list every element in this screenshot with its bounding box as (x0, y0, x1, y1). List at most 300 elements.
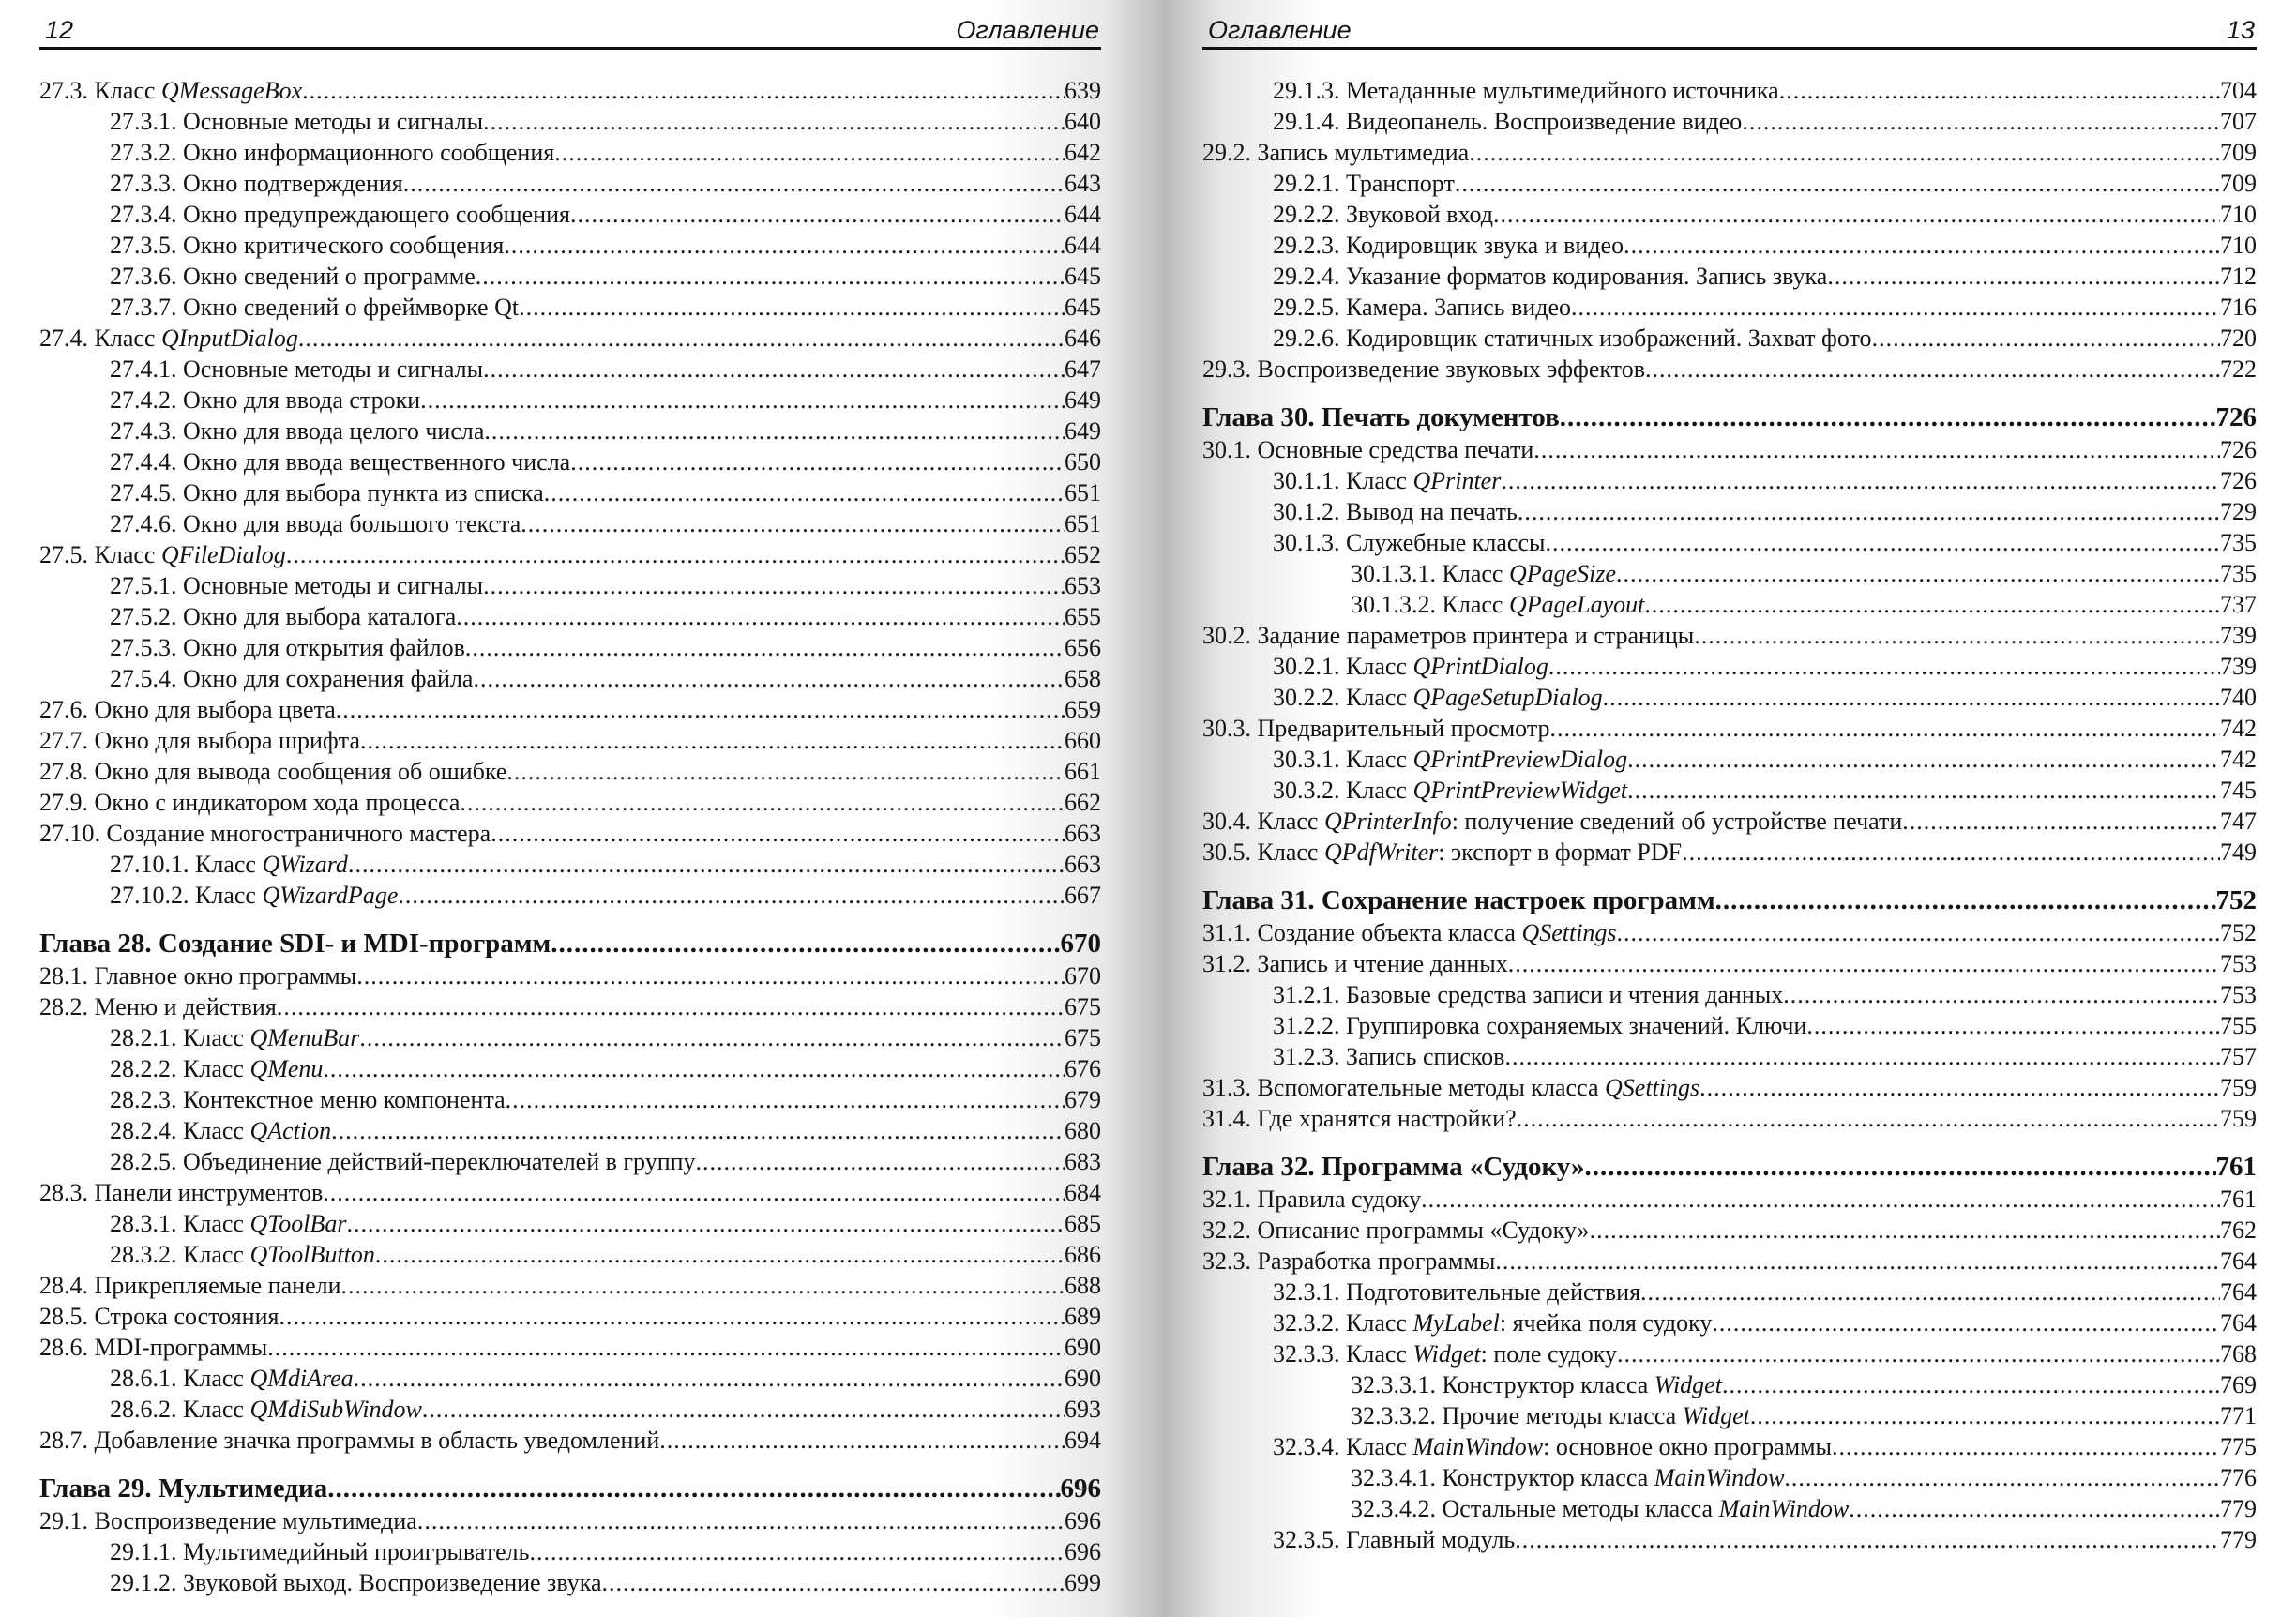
toc-entry-text: Программа «Судоку» (1321, 1152, 1585, 1182)
toc-page-number: 764 (2220, 1247, 2257, 1275)
toc-entry-number: 29.1.3. (1273, 77, 1340, 104)
dot-leader (1712, 1307, 2220, 1338)
toc-entry-number: 27.3.4. (110, 201, 177, 228)
toc-entry-text: Окно для вывода сообщения об ошибке (94, 758, 507, 785)
toc-entry-number: 32.1. (1202, 1186, 1251, 1213)
toc-entry-number: 28.3.1. (110, 1210, 177, 1237)
toc-entry-number: 27.3.2. (110, 139, 177, 166)
toc-page-number: 643 (1065, 170, 1101, 197)
toc-page-number: 752 (2220, 919, 2257, 946)
toc-entry-number: 27.4.3. (110, 417, 177, 445)
toc-page-number: 688 (1065, 1272, 1101, 1299)
toc-entry (39, 385, 1101, 416)
toc-entry (39, 756, 1101, 787)
toc-chapter-heading (39, 1472, 1101, 1505)
toc-page-number: 694 (1065, 1427, 1101, 1454)
toc-entry-title (1273, 465, 1501, 496)
dot-leader (279, 1301, 1065, 1332)
toc-entry-title (1202, 837, 1682, 868)
dot-leader (1571, 292, 2220, 323)
toc-entry-title (1273, 496, 1518, 527)
toc-entry-title (39, 1301, 279, 1332)
dot-leader (1560, 400, 2216, 434)
toc-entry-class-name: QSettings (1521, 919, 1617, 946)
toc-entry-number: 27.3. (39, 77, 88, 104)
dot-leader (659, 1425, 1065, 1456)
dot-leader (504, 230, 1065, 261)
toc-entry-number: Глава 32. (1202, 1152, 1315, 1182)
toc-list (39, 75, 1101, 1598)
toc-page-number: 652 (1065, 541, 1101, 568)
toc-entry (1202, 589, 2257, 620)
toc-entry-number: Глава 28. (39, 929, 152, 959)
toc-entry-number: Глава 30. (1202, 402, 1315, 432)
dot-leader (1455, 168, 2220, 199)
toc-entry-class-name: QPageSize (1508, 560, 1617, 587)
toc-entry-title (1273, 168, 1455, 199)
toc-page-number: 696 (1060, 1473, 1101, 1504)
toc-page-number: 709 (2220, 170, 2257, 197)
toc-entry-class-name: MainWindow (1654, 1464, 1785, 1491)
toc-entry (39, 818, 1101, 849)
toc-entry-title (110, 1394, 422, 1425)
toc-entry-text: Транспорт (1346, 170, 1455, 197)
toc-entry-title (39, 1270, 341, 1301)
toc-entry-text: Подготовительные действия (1346, 1278, 1641, 1306)
toc-entry-class-name: QWizard (262, 851, 348, 878)
toc-page-number: 680 (1065, 1117, 1101, 1144)
toc-entry-title (1202, 434, 1533, 465)
toc-page-number: 726 (2215, 402, 2257, 432)
toc-page-number: 663 (1065, 851, 1101, 878)
toc-entry (39, 1363, 1101, 1394)
toc-entry-class-name: QFileDialog (160, 541, 286, 568)
toc-page-number: 729 (2220, 498, 2257, 525)
toc-entry-title (110, 1239, 375, 1270)
dot-leader (1533, 434, 2220, 465)
page-header (39, 11, 1101, 50)
toc-entry-title (110, 1536, 529, 1567)
toc-page-number: 650 (1065, 448, 1101, 476)
toc-entry (1202, 261, 2257, 292)
dot-leader (422, 1394, 1065, 1425)
toc-entry-title (1273, 106, 1742, 137)
dot-leader (1504, 1041, 2220, 1072)
toc-entry-title (1202, 1150, 1585, 1184)
toc-entry-number: 28.2.3. (110, 1086, 177, 1113)
toc-entry-title (1202, 354, 1645, 385)
toc-entry-title (110, 663, 473, 694)
toc-entry-title (1202, 948, 1508, 979)
dot-leader (1627, 775, 2220, 806)
toc-entry-text: Окно для выбора шрифта (94, 727, 360, 754)
toc-entry (39, 570, 1101, 601)
toc-entry-text: Меню и действия (94, 993, 277, 1020)
dot-leader (1806, 1010, 2220, 1041)
toc-page-number: 764 (2220, 1309, 2257, 1337)
toc-entry-title (110, 601, 456, 632)
toc-entry (39, 168, 1101, 199)
toc-chapter-heading (1202, 884, 2257, 917)
toc-chapter-heading (1202, 400, 2257, 434)
toc-entry (39, 1505, 1101, 1536)
toc-entry (1202, 917, 2257, 948)
toc-entry-number: 30.3.1. (1273, 746, 1340, 773)
toc-entry (1202, 137, 2257, 168)
toc-entry-title (110, 1084, 506, 1115)
toc-entry-number: 32.3.4. (1273, 1433, 1340, 1460)
toc-page-number: 679 (1065, 1086, 1101, 1113)
toc-entry-text: Вспомогательные методы класса (1257, 1074, 1605, 1101)
toc-entry (1202, 323, 2257, 354)
toc-entry-title (1351, 589, 1644, 620)
toc-entry-number: 27.10.2. (110, 882, 189, 909)
dot-leader (544, 477, 1065, 508)
toc-page-number: 707 (2220, 108, 2257, 135)
toc-entry-number: 29.2. (1202, 139, 1251, 166)
toc-page-number: 647 (1065, 355, 1101, 383)
dot-leader (1495, 1246, 2220, 1277)
toc-entry-text: Окно для сохранения файла (183, 665, 474, 692)
toc-entry-title (1202, 1072, 1699, 1103)
dot-leader (1715, 884, 2216, 917)
toc-entry-title (1273, 199, 1493, 230)
toc-entry-class-name: QPageSetupDialog (1412, 684, 1603, 711)
toc-entry (39, 632, 1101, 663)
toc-entry-number: 27.5. (39, 541, 88, 568)
toc-entry (1202, 292, 2257, 323)
dot-leader (341, 1270, 1065, 1301)
toc-entry-title (110, 292, 519, 323)
toc-entry (39, 601, 1101, 632)
toc-entry-title (1202, 917, 1617, 948)
toc-entry (1202, 682, 2257, 713)
toc-entry-text: Мультимедиа (158, 1473, 328, 1504)
toc-entry-text: Окно подтверждения (183, 170, 403, 197)
toc-entry-number: 27.4.5. (110, 479, 177, 506)
toc-page-number: 685 (1065, 1210, 1101, 1237)
toc-entry-title (1273, 1041, 1504, 1072)
toc-entry-text: Остальные методы класса (1442, 1495, 1719, 1522)
toc-entry-text: Главное окно программы (94, 962, 357, 990)
toc-entry (39, 230, 1101, 261)
toc-entry (1202, 1493, 2257, 1524)
toc-entry-number: 32.3.5. (1273, 1526, 1340, 1553)
toc-entry (1202, 230, 2257, 261)
toc-entry-title (1273, 1524, 1515, 1555)
toc-entry-title (39, 1425, 659, 1456)
toc-page-number: 761 (2215, 1152, 2257, 1182)
toc-entry-number: 27.10. (39, 820, 100, 847)
toc-entry-text: Класс (1442, 591, 1509, 618)
toc-entry (1202, 1072, 2257, 1103)
toc-page-number: 779 (2220, 1495, 2257, 1522)
toc-entry (39, 199, 1101, 230)
toc-page-number: 737 (2220, 591, 2257, 618)
toc-entry-number: 28.3.2. (110, 1241, 177, 1268)
toc-entry-class-name: QMdiSubWindow (249, 1396, 422, 1423)
dot-leader (602, 1567, 1065, 1598)
dot-leader (529, 1536, 1065, 1567)
dot-leader (696, 1146, 1065, 1177)
toc-entry (39, 323, 1101, 354)
toc-entry (39, 75, 1101, 106)
toc-entry (1202, 1369, 2257, 1400)
toc-entry-text: Задание параметров принтера и страницы (1257, 622, 1695, 649)
toc-entry-text: Класс (94, 541, 161, 568)
toc-entry (1202, 1400, 2257, 1431)
toc-entry (1202, 948, 2257, 979)
toc-entry-number: 31.2.2. (1273, 1012, 1340, 1039)
toc-entry-text: Класс (183, 1117, 250, 1144)
dot-leader (1517, 1103, 2220, 1134)
toc-entry-text: Класс (1257, 808, 1324, 835)
toc-entry-text: Контекстное меню компонента (183, 1086, 506, 1113)
toc-page-number: 663 (1065, 820, 1101, 847)
toc-entry-number: 27.7. (39, 727, 88, 754)
toc-entry-number: 30.4. (1202, 808, 1251, 835)
toc-entry (1202, 75, 2257, 106)
toc-entry (1202, 1307, 2257, 1338)
toc-entry-title (110, 477, 544, 508)
toc-entry-title (110, 1022, 359, 1053)
toc-entry-class-name: QPrintDialog (1412, 653, 1548, 680)
toc-page-number: 747 (2220, 808, 2257, 835)
dot-leader (456, 601, 1065, 632)
toc-entry-number: 27.3.7. (110, 294, 177, 321)
toc-entry (39, 1115, 1101, 1146)
dot-leader (1779, 75, 2220, 106)
toc-entry-title (110, 632, 465, 663)
toc-entry-number: 31.4. (1202, 1105, 1251, 1132)
dot-leader (1616, 558, 2220, 589)
toc-entry (1202, 558, 2257, 589)
toc-page-number: 726 (2220, 467, 2257, 494)
toc-entry-number: 27.4.2. (110, 386, 177, 414)
toc-page-number: 644 (1065, 201, 1101, 228)
toc-entry-number: 28.6.1. (110, 1365, 177, 1392)
running-title: Оглавление (1208, 16, 1352, 44)
toc-entry-text: Основные методы и сигналы (183, 108, 484, 135)
toc-page-number: 716 (2220, 294, 2257, 321)
toc-entry-text: Прочие методы класса (1442, 1402, 1683, 1429)
toc-page-number: 683 (1065, 1148, 1101, 1175)
toc-entry-title (110, 446, 570, 477)
toc-entry (39, 1146, 1101, 1177)
toc-page-number: 655 (1065, 603, 1101, 630)
toc-entry-text: Видеопанель. Воспроизведение видео (1346, 108, 1743, 135)
toc-entry-number: 30.1.3.1. (1351, 560, 1436, 587)
toc-entry (1202, 199, 2257, 230)
toc-entry-text: Запись и чтение данных (1257, 950, 1508, 977)
toc-entry-class-name: QPdfWriter (1323, 839, 1439, 866)
dot-leader (1590, 1215, 2220, 1246)
toc-entry-text: Создание объекта класса (1257, 919, 1522, 946)
toc-entry-class-name: MainWindow (1718, 1495, 1850, 1522)
toc-page-number: 661 (1065, 758, 1101, 785)
toc-entry-number: Глава 31. (1202, 885, 1315, 915)
toc-entry-number: 28.1. (39, 962, 88, 990)
toc-entry-title (110, 385, 420, 416)
dot-leader (1644, 589, 2220, 620)
toc-entry-text: Объединение действий-переключателей в группу (183, 1148, 696, 1175)
toc-entry-number: 30.2.1. (1273, 653, 1340, 680)
toc-entry (1202, 1431, 2257, 1462)
toc-entry-title (1273, 682, 1603, 713)
toc-entry-title (1273, 527, 1545, 558)
toc-page-number: 640 (1065, 108, 1101, 135)
dot-leader (473, 663, 1065, 694)
toc-page-number: 675 (1065, 993, 1101, 1020)
toc-entry-text: Класс (195, 882, 263, 909)
toc-entry-number: 29.1.2. (110, 1569, 177, 1596)
toc-entry-title (1202, 620, 1694, 651)
toc-entry (39, 508, 1101, 539)
toc-page-number: 775 (2220, 1433, 2257, 1460)
toc-entry-title (110, 1146, 696, 1177)
toc-entry (1202, 1246, 2257, 1277)
toc-page-number: 764 (2220, 1278, 2257, 1306)
toc-entry-title (110, 849, 348, 880)
toc-entry-class-name: QPrinter (1412, 467, 1502, 494)
toc-entry-number: 28.2.1. (110, 1024, 177, 1051)
toc-page-number: 675 (1065, 1024, 1101, 1051)
page-header (1202, 11, 2257, 50)
dot-leader (1545, 527, 2220, 558)
toc-entry-title (110, 416, 484, 446)
toc-entry-class-name: MyLabel (1412, 1309, 1500, 1337)
toc-entry-title (110, 1053, 323, 1084)
page-number: 13 (2226, 16, 2255, 44)
toc-entry (1202, 168, 2257, 199)
toc-entry-number: 27.3.6. (110, 263, 177, 290)
toc-entry (1202, 1338, 2257, 1369)
toc-entry-number: 30.1.3.2. (1351, 591, 1436, 618)
toc-entry-text: Класс (94, 77, 161, 104)
toc-entry-title (1273, 979, 1783, 1010)
toc-page-number: 658 (1065, 665, 1101, 692)
dot-leader (1640, 1277, 2220, 1307)
toc-entry-title (110, 1567, 602, 1598)
toc-entry (1202, 1524, 2257, 1555)
toc-entry-class-name: QSettings (1605, 1074, 1700, 1101)
toc-entry-number: 31.1. (1202, 919, 1251, 946)
toc-entry-text: Звуковой выход. Воспроизведение звука (183, 1569, 602, 1596)
toc-page-number: 670 (1065, 962, 1101, 990)
toc-entry-number: 29.2.1. (1273, 170, 1340, 197)
toc-entry-title (1351, 558, 1616, 589)
toc-entry-title (1202, 884, 1715, 917)
dot-leader (506, 1084, 1065, 1115)
toc-entry-number: 28.4. (39, 1272, 88, 1299)
toc-page-number: 740 (2220, 684, 2257, 711)
dot-leader (1699, 1072, 2220, 1103)
toc-entry-text-suffix: : получение сведений об устройстве печати (1451, 808, 1903, 835)
toc-entry (1202, 744, 2257, 775)
toc-page-number: 649 (1065, 417, 1101, 445)
toc-entry-text: Окно для ввода строки (183, 386, 421, 414)
toc-entry-text: Камера. Запись видео (1346, 294, 1571, 321)
toc-entry-title (39, 756, 506, 787)
dot-leader (1784, 1462, 2220, 1493)
toc-entry-title (1202, 806, 1902, 837)
dot-leader (1421, 1184, 2220, 1215)
toc-entry-title (1273, 1307, 1712, 1338)
toc-entry-text: Создание многостраничного мастера (106, 820, 491, 847)
toc-entry-title (1273, 1431, 1832, 1462)
toc-entry-number: 32.3.4.1. (1351, 1464, 1436, 1491)
toc-chapter-heading (39, 927, 1101, 960)
toc-entry-title (1202, 400, 1560, 434)
toc-entry-number: 27.4.6. (110, 510, 177, 537)
dot-leader (302, 75, 1065, 106)
toc-entry-number: 32.3.3.1. (1351, 1371, 1436, 1398)
toc-page-number: 745 (2220, 777, 2257, 804)
toc-entry-text: Добавление значка программы в область уведомлений (94, 1427, 660, 1454)
dot-leader (1469, 137, 2220, 168)
toc-entry-number: 27.4.1. (110, 355, 177, 383)
dot-leader (420, 385, 1065, 416)
toc-entry-number: 30.2.2. (1273, 684, 1340, 711)
toc-entry-title (1202, 1103, 1517, 1134)
toc-page-number: 776 (2220, 1464, 2257, 1491)
toc-entry-number: 29.1.1. (110, 1538, 177, 1565)
toc-entry (39, 849, 1101, 880)
dot-leader (1682, 837, 2220, 868)
dot-leader (1550, 713, 2220, 744)
toc-page-number: 659 (1065, 696, 1101, 723)
toc-entry-title (1273, 1277, 1640, 1307)
dot-leader (551, 927, 1060, 960)
toc-entry-number: 27.6. (39, 696, 88, 723)
toc-entry (39, 477, 1101, 508)
toc-entry-class-name: MainWindow (1412, 1433, 1544, 1460)
toc-entry-text: Класс (1346, 653, 1413, 680)
toc-page-number: 759 (2220, 1105, 2257, 1132)
toc-entry-class-name: QMdiArea (249, 1365, 354, 1392)
toc-page-number: 689 (1065, 1303, 1101, 1330)
toc-page-number: 739 (2220, 653, 2257, 680)
toc-page-number: 726 (2220, 436, 2257, 463)
toc-entry (39, 1332, 1101, 1363)
toc-entry (39, 663, 1101, 694)
toc-entry-number: 29.2.4. (1273, 263, 1340, 290)
toc-entry-title (110, 1363, 354, 1394)
toc-entry (39, 446, 1101, 477)
toc-entry-text: Класс (1346, 777, 1413, 804)
dot-leader (570, 446, 1065, 477)
toc-entry-number: 29.1. (39, 1507, 88, 1534)
toc-entry-number: 32.3.1. (1273, 1278, 1340, 1306)
toc-entry (39, 1084, 1101, 1115)
toc-entry-number: 27.9. (39, 789, 88, 816)
toc-entry (39, 106, 1101, 137)
toc-entry-number: 32.3. (1202, 1247, 1251, 1275)
toc-entry-title (39, 1472, 327, 1505)
dot-leader (1493, 199, 2220, 230)
toc-entry-title (110, 199, 570, 230)
dot-leader (323, 1053, 1065, 1084)
toc-page-number: 639 (1065, 77, 1101, 104)
toc-entry-number: 27.4. (39, 325, 88, 352)
toc-entry-class-name: QMenu (249, 1055, 324, 1082)
toc-entry-text: Окно критического сообщения (183, 232, 505, 259)
toc-chapter-heading (1202, 1150, 2257, 1184)
toc-entry-number: 27.3.3. (110, 170, 177, 197)
running-title: Оглавление (956, 16, 1099, 44)
toc-entry-title (110, 1208, 347, 1239)
toc-entry-text: Класс (183, 1024, 250, 1051)
